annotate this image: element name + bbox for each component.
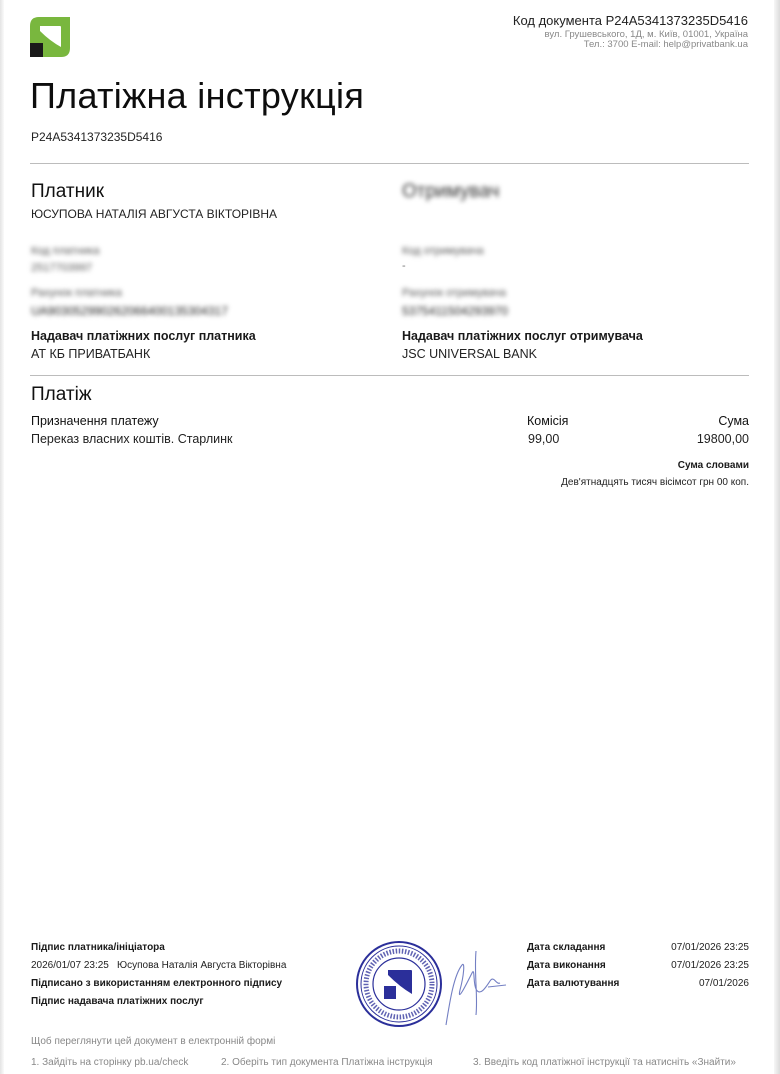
value-date-label: Дата валютування [527, 978, 620, 989]
payer-account-value: UA903052990262066400135304317 [31, 304, 228, 318]
recipient-provider-label: Надавач платіжних послуг отримувача [402, 329, 643, 343]
commission-label: Комісія [527, 414, 569, 428]
footer-step-2: 2. Оберіть тип документа Платіжна інструкція [221, 1057, 433, 1068]
payer-provider-label: Надавач платіжних послуг платника [31, 329, 256, 343]
bank-stamp-seal [355, 940, 443, 1028]
sum-words-value: Дев'ятнадцять тисяч вісімсот грн 00 коп. [561, 477, 749, 488]
footer-intro: Щоб переглянути цей документ в електронній формі [31, 1036, 276, 1047]
created-date-value: 07/01/2026 23:25 [671, 942, 749, 953]
privatbank-logo [30, 17, 70, 57]
recipient-heading: Отримувач [402, 181, 500, 202]
recipient-code-label: Код отримувача [402, 245, 484, 257]
footer-step-1: 1. Зайдіть на сторінку pb.ua/check [31, 1057, 189, 1068]
header-address: вул. Грушевського, 1Д, м. Київ, 01001, Україна [544, 29, 748, 40]
recipient-provider-value: JSC UNIVERSAL BANK [402, 347, 537, 361]
handwritten-signature [440, 945, 510, 1030]
executed-date-value: 07/01/2026 23:25 [671, 960, 749, 971]
page-edge-right [774, 0, 780, 1074]
commission-value: 99,00 [528, 432, 560, 446]
payer-heading: Платник [31, 181, 105, 202]
created-date-label: Дата складання [527, 942, 606, 953]
recipient-account-label: Рахунок отримувача [402, 287, 506, 299]
e-signature-label: Підписано з використанням електронного підпису [31, 978, 283, 989]
sum-value: 19800,00 [696, 432, 749, 446]
page-edge-left [0, 0, 4, 1074]
payer-code-label: Код платника [31, 245, 100, 257]
purpose-label: Призначення платежу [31, 414, 159, 428]
footer-step-3: 3. Введіть код платіжної інструкції та натисніть «Знайти» [473, 1057, 736, 1068]
initiator-signature-label: Підпис платника/ініціатора [31, 942, 165, 953]
document-number: P24A5341373235D5416 [31, 130, 163, 144]
initiator-name: Юсупова Наталія Августа Вікторівна [117, 960, 287, 971]
payer-name [31, 207, 277, 221]
divider [30, 163, 749, 164]
document-title: Платіжна інструкція [30, 75, 365, 116]
header-doc-code: Код документа P24A5341373235D5416 [512, 13, 748, 28]
divider [30, 375, 749, 376]
payment-heading: Платіж [31, 384, 92, 405]
executed-date-label: Дата виконання [527, 960, 606, 971]
payer-name-text: ЮСУПОВА НАТАЛІЯ АВГУСТА ВІКТОРІВНА [31, 207, 278, 221]
payer-provider-value: АТ КБ ПРИВАТБАНК [31, 347, 151, 361]
sum-label: Сума [718, 414, 749, 428]
value-date-value: 07/01/2026 [698, 978, 749, 989]
payer-code-value: 2517703997 [31, 262, 93, 274]
recipient-account-value: 5375411504293970 [402, 304, 508, 318]
payer-account-label: Рахунок платника [31, 287, 122, 299]
initiator-datetime: 2026/01/07 23:25 [31, 960, 109, 971]
purpose-value: Переказ власних коштів. Старлинк [31, 432, 233, 446]
header-contacts: Тел.: 3700 E-mail: help@privatbank.ua [583, 39, 748, 50]
sum-words-label: Сума словами [677, 460, 749, 471]
provider-signature-label: Підпис надавача платіжних послуг [31, 996, 204, 1007]
recipient-code-value: - [402, 260, 406, 272]
